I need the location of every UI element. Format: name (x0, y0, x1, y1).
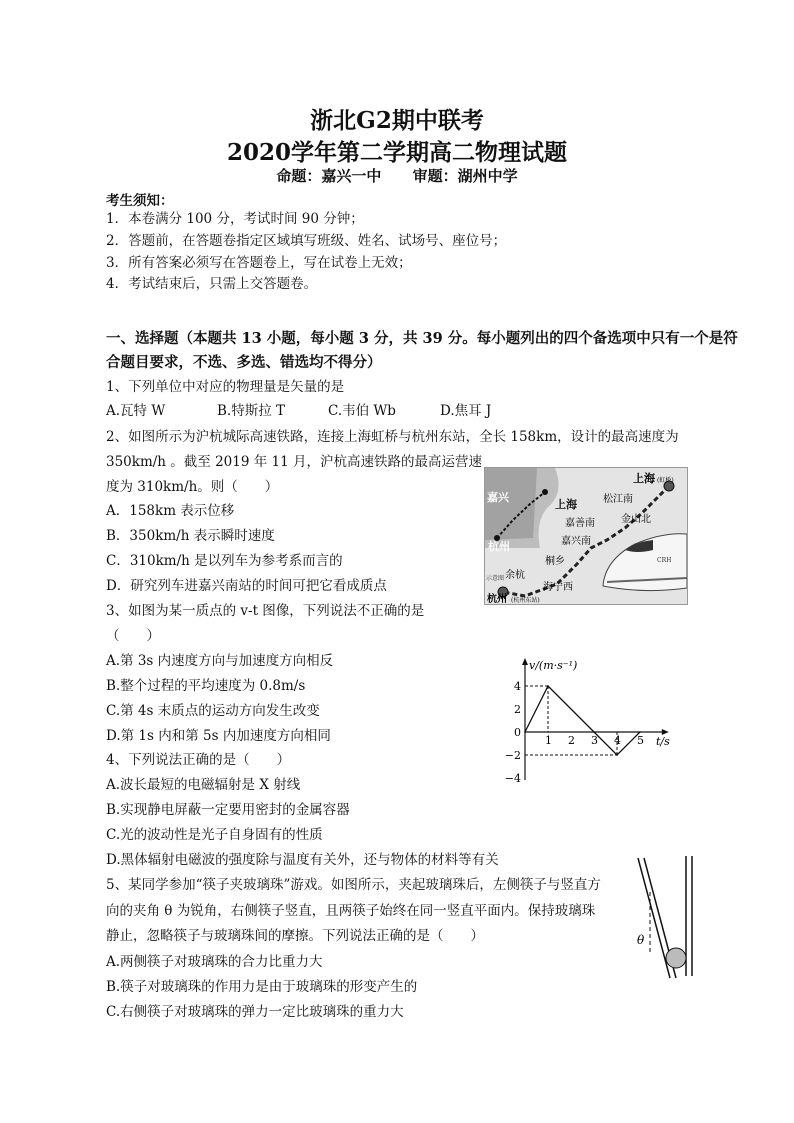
theta-label: θ (637, 933, 645, 947)
inset-label: 嘉兴 (487, 491, 509, 504)
railway-map-figure (484, 467, 688, 605)
inset-label: 杭州 (488, 540, 510, 553)
chopsticks-figure (630, 852, 700, 982)
y-tick-label: 4 (514, 680, 521, 693)
map-side-note: 示意图 (486, 575, 505, 582)
q3-option-b: B.整个过程的平均速度为 0.8m/s (106, 678, 306, 694)
reviewer: 审题：湖州中学 (412, 167, 518, 185)
station-label: 桐乡 (545, 556, 565, 567)
setter: 命题：嘉兴一中 (276, 167, 382, 185)
section-heading-line2: 合题目要求，不选、多选、错选均不得分） (106, 354, 382, 371)
data-point (593, 731, 595, 733)
q2-option-c: C．310km/h 是以列车为参考系而言的 (106, 553, 343, 569)
station-label: 金山北 (621, 514, 651, 525)
data-point (616, 754, 618, 756)
x-tick-label: 1 (545, 734, 552, 747)
series-line (525, 686, 640, 755)
y-tick-label: −4 (504, 772, 521, 785)
x-tick-label: 5 (637, 734, 644, 747)
station-label: 松江南 (603, 494, 633, 505)
map-top-label: 上海 (633, 472, 655, 485)
q1-stem: 1、下列单位中对应的物理量是矢量的是 (106, 379, 345, 395)
q2-stem-line1: 2、如图所示为沪杭城际高速铁路，连接上海虹桥与杭州东站，全长 158km，设计的最高速度为 (106, 429, 679, 445)
data-point (547, 685, 549, 687)
q5-stem-line2: 向的夹角 θ 为锐角，右侧筷子竖直，且两筷子始终在同一竖直平面内。保持玻璃珠 (106, 903, 596, 919)
station-label: 余杭 (505, 570, 525, 581)
authors-line (0, 165, 794, 186)
q4-option-c: C.光的波动性是光子自身固有的性质 (106, 827, 323, 843)
q3-paren: （ ） (106, 628, 160, 644)
q4-option-a: A.波长最短的电磁辐射是 X 射线 (106, 777, 301, 793)
q2-option-d: D．研究列车进嘉兴南站的时间可把它看成质点 (106, 578, 387, 594)
q1-option-a: A.瓦特 W (106, 403, 166, 419)
q2-stem-line3: 度为 310km/h。则（ ） (106, 479, 279, 495)
section-heading-line1: 一、选择题（本题共 13 小题，每小题 3 分，共 39 分。每小题列出的四个备选项中只有一个是符 (106, 330, 738, 347)
station-label: 嘉兴南 (561, 536, 591, 547)
notice-item: 4．考试结束后，只需上交答题卷。 (106, 276, 318, 292)
q5-option-c: C.右侧筷子对玻璃珠的弹力一定比玻璃珠的重力大 (106, 1004, 404, 1020)
vt-graph (500, 655, 690, 785)
q3-option-c: C.第 4s 末质点的运动方向发生改变 (106, 703, 320, 719)
q3-option-d: D.第 1s 内和第 5s 内加速度方向相同 (106, 728, 331, 744)
q4-option-d: D.黑体辐射电磁波的强度除与温度有关外，还与物体的材料等有关 (106, 852, 499, 868)
exam-title: 浙北G2期中联考 (310, 107, 484, 134)
q3-option-a: A.第 3s 内速度方向与加速度方向相反 (106, 653, 334, 669)
q4-stem: 4、下列说法正确的是（ ） (106, 752, 291, 768)
exam-subtitle: 2020学年第二学期高二物理试题 (226, 139, 567, 166)
q4-option-b: B.实现静电屏蔽一定要用密封的金属容器 (106, 802, 350, 818)
q1-option-c: C.韦伯 Wb (328, 403, 396, 419)
data-point (639, 731, 641, 733)
y-tick-label: 0 (514, 726, 521, 739)
notice-item: 1．本卷满分 100 分，考试时间 90 分钟； (106, 211, 364, 227)
q3-stem: 3、如图为某一质点的 v-t 图像，下列说法不正确的是 (106, 603, 425, 619)
q1-option-b: B.特斯拉 T (217, 403, 286, 419)
inset-label: 上海 (555, 498, 577, 511)
data-point (524, 731, 526, 733)
y-tick-label: −2 (504, 749, 521, 762)
q2-option-a: A．158km 表示位移 (106, 503, 235, 519)
notice-item: 2．答题前，在答题卷指定区域填写班级、姓名、试场号、座位号； (106, 233, 507, 249)
x-tick-label: 3 (591, 734, 598, 747)
notice-item: 3．所有答案必须写在答题卷上，写在试卷上无效； (106, 255, 412, 271)
station-label: 海宁西 (543, 582, 573, 593)
map-bottom-note: (杭州东站) (511, 597, 540, 604)
map-top-note: (虹桥) (657, 477, 674, 484)
q5-stem-line1: 5、某同学参加“筷子夹玻璃珠”游戏。如图所示，夹起玻璃珠后，左侧筷子与竖直方 (106, 877, 601, 893)
q5-option-b: B.筷子对玻璃珠的作用力是由于玻璃珠的形变产生的 (106, 979, 418, 995)
x-axis-label: t/s (656, 735, 670, 748)
q2-option-b: B．350km/h 表示瞬时速度 (106, 528, 275, 544)
q1-option-d: D.焦耳 J (440, 403, 492, 419)
map-bottom-label: 杭州 (487, 594, 507, 604)
x-tick-label: 2 (568, 734, 575, 747)
train-logo: CRH (657, 557, 672, 564)
notice-heading: 考生须知： (106, 193, 174, 209)
y-tick-label: 2 (514, 703, 521, 716)
q5-stem-line3: 静止，忽略筷子与玻璃珠间的摩擦。下列说法正确的是（ ） (106, 928, 484, 944)
y-axis-label: v/(m·s⁻¹) (529, 659, 578, 672)
y-axis-arrow (522, 658, 528, 665)
x-tick-label: 4 (614, 734, 621, 747)
q2-stem-line2: 350km/h 。截至 2019 年 11 月，沪杭高速铁路的最高运营速 (106, 454, 482, 470)
q5-option-a: A.两侧筷子对玻璃珠的合力比重力大 (106, 954, 323, 970)
railway-map-svg (485, 468, 687, 604)
station-label: 嘉善南 (565, 518, 595, 529)
